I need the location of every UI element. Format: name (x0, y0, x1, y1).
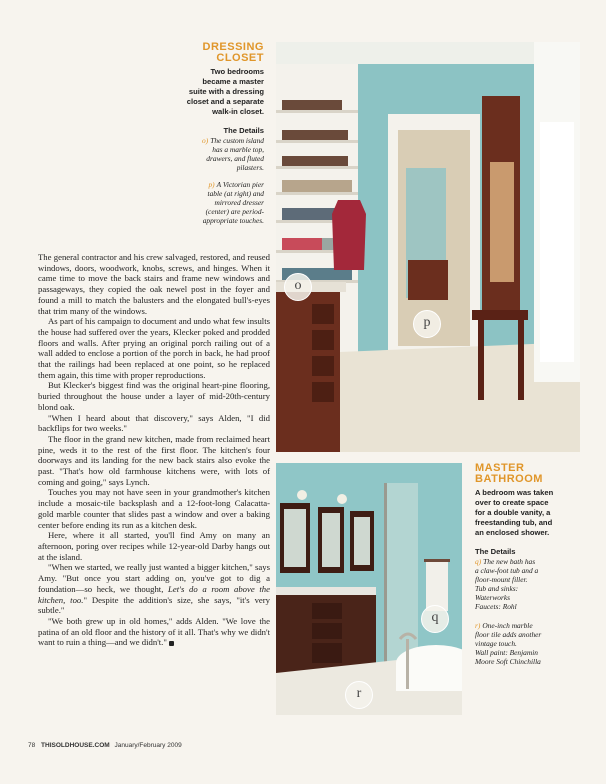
article-paragraph: Here, where it all started, you'll find Amy on many an afternoon, poring over recipes while 12-year-old Darby hangs out at the island. (38, 530, 270, 562)
article-paragraph: The general contractor and his crew salvaged, restored, and reused windows, doors, woodwork, knobs, screws, and hinges. When it came time to move the back stairs and frame new windows and passageways, they copied the oak newel post in the foyer and found a mill to match the balusters and the elongated bull's-eyes that trim many of the windows. (38, 252, 270, 316)
dressing-detail-o: o) The custom island has a marble top, drawers, and fluted pilasters. (202, 136, 264, 172)
master-bathroom-photo (276, 463, 462, 715)
dressing-closet-heading: DRESSING CLOSET (202, 41, 264, 64)
photo-marker-r: r (345, 681, 373, 709)
dressing-details-heading: The Details (223, 126, 264, 135)
article-paragraph: "When I heard about that discovery," says Alden, "I did backflips for two weeks." (38, 412, 270, 434)
photo-marker-p: p (413, 310, 441, 338)
end-of-article-mark (169, 641, 174, 646)
master-bathroom-intro: A bedroom was taken over to create space for a double vanity, a freestanding tub, and an enclosed shower. (475, 488, 554, 537)
bath-detail-q: q) The new bath has a claw-foot tub and a floor-mount filler. Tub and sinks: Waterworks Faucets: Rohl (475, 557, 539, 611)
article-paragraph: But Klecker's biggest find was the original heart-pine flooring, buried throughout the house under a layer of mid-20th-century blond oak. (38, 380, 270, 412)
master-bathroom-heading: MASTER BATHROOM (475, 462, 543, 485)
page-footer (28, 742, 182, 749)
master-bathroom-sidebar (475, 463, 585, 666)
dressing-closet-intro: Two bedrooms became a master suite with a dressing closet and a separate walk-in closet. (186, 67, 264, 116)
dressing-closet-photo (276, 42, 580, 452)
article-paragraph: "When we started, we really just wanted a bigger kitchen," says Amy. "But once you start adding on, you've got to dig a foundation—so heck, we thought, Let's do a room above the kitchen, too." Despite the addition's size, she says, "it's very subtle." (38, 562, 271, 616)
article-body (38, 252, 270, 648)
article-paragraph: The floor in the grand new kitchen, made from reclaimed heart pine, weds it to the rest of the first floor. The kitchen's four doorways and its landing for the new back stairs also evoke the past. "That's how old farmhouse kitchens were, with lots of coming and going," says Lynch. (38, 433, 270, 487)
photo-marker-o: o (284, 273, 312, 301)
dressing-closet-sidebar (150, 42, 264, 225)
magazine-site: THISOLDHOUSE.COM (41, 742, 110, 749)
article-paragraph: As part of his campaign to document and undo what few insults the house had suffered over the years, Klecker poked and prodded floors and walls. After prying an original porch railing out of a wall added to enclose a portion of the porch in back, he had proof that the railings had been replaced at one point, so he replaced them again, this time with proper reproductions. (38, 316, 270, 380)
article-paragraph: "We both grew up in old homes," adds Alden. "We love the patina of an old floor and the history of it all. That's why we didn't want to ruin a thing—and we didn't." (38, 615, 270, 648)
issue-date: January/February 2009 (114, 742, 182, 749)
article-paragraph: Touches you may not have seen in your grandmother's kitchen include a mosaic-tile backsplash and a 12-foot-long Calacatta-gold marble counter that slides past a window and over a baking center before ending its run as a kitchen desk. (38, 487, 270, 530)
dressing-detail-p: p) A Victorian pier table (at right) and mirrored dresser (center) are period- appropriate touches. (202, 180, 264, 225)
page-number: 78 (28, 742, 36, 749)
photo-marker-q: q (421, 605, 449, 633)
bath-details-heading: The Details (475, 547, 516, 556)
bath-detail-r: r) One-inch marble floor tile adds another vintage touch. Wall paint: Benjamin Moore Soft Chinchilla (475, 621, 542, 666)
